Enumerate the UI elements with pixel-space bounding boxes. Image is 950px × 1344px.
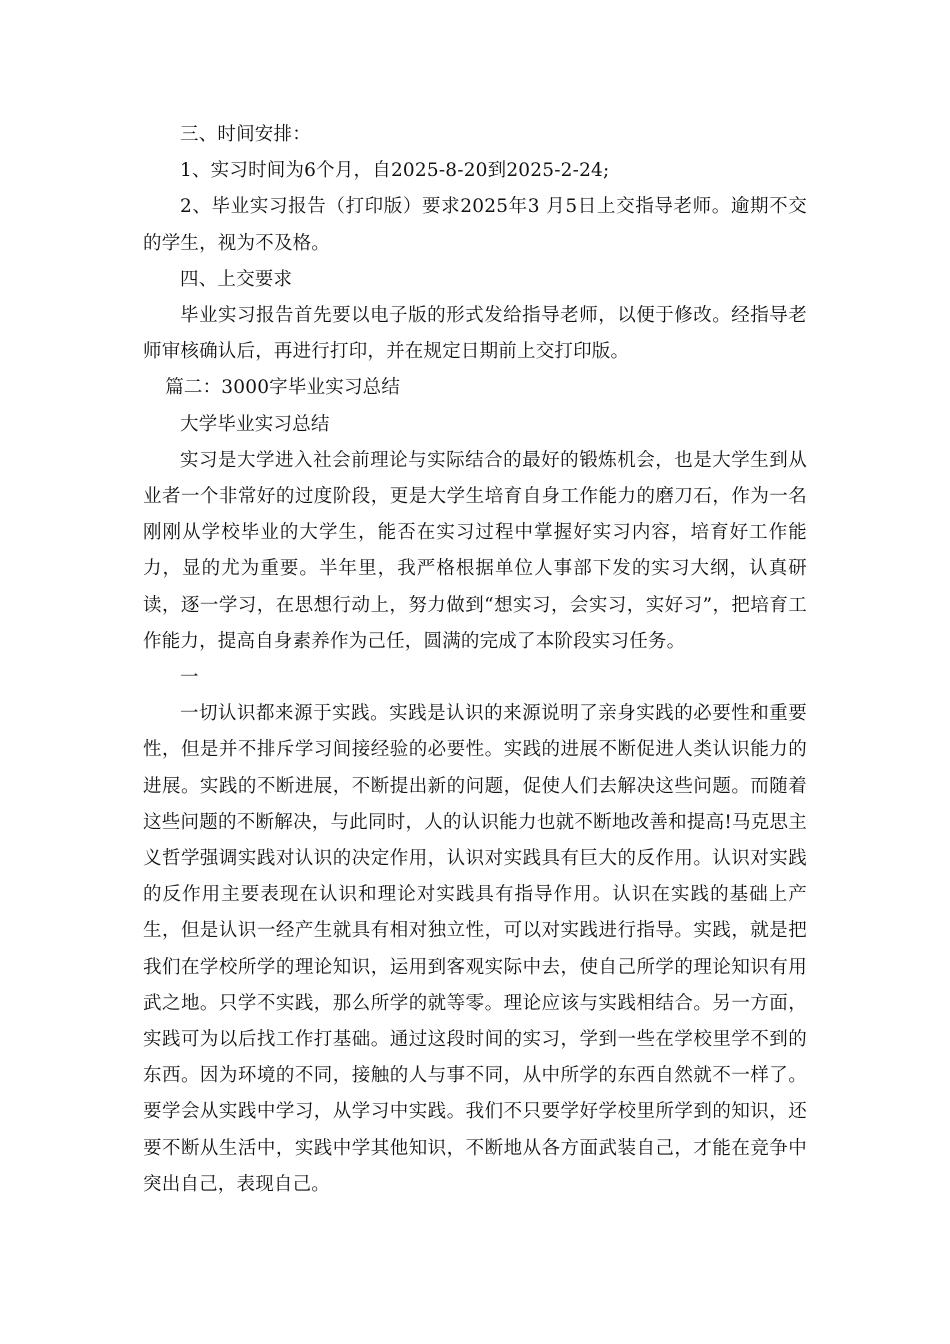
section-title: 篇二：3000字毕业实习总结: [165, 377, 401, 399]
document-subtitle: 大学毕业实习总结: [180, 413, 330, 435]
paragraph-practice-and-knowledge: 一切认识都来源于实践。实践是认识的来源说明了亲身实践的必要性和重要性，但是并不排斥学习间接经验的必要性。实践的进展不断促进人类认识能力的进展。实践的不断进展，不断提出新的问题，促使人们去解决这些问题。而随着这些问题的不断解决，与此同时，人的认识能力也就不断地改善和提高!马克思主义哲学强调实践对认识的决定作用，认识对实践具有巨大的反作用。认识对实践的反作用主要表现在认识和理论对实践具有指导作用。认识在实践的基础上产生，但是认识一经产生就具有相对独立性，可以对实践进行指导。实践，就是把我们在学校所学的理论知识，运用到客观实际中去，使自己所学的理论知识有用武之地。只学不实践，那么所学的就等零。理论应该与实践相结合。另一方面，实践可为以后找工作打基础。通过这段时间的实习，学到一些在学校里学不到的东西。因为环境的不同，接触的人与事不同，从中所学的东西自然就不一样了。要学会从实践中学习，从学习中实践。我们不只要学好学校里所学到的知识，还要不断从生活中，实践中学其他知识，不断地从各方面武装自己，才能在竞争中突出自己，表现自己。: [143, 703, 807, 1195]
paragraph-submission-details: 毕业实习报告首先要以电子版的形式发给指导老师，以便于修改。经指导老师审核确认后，再进行打印，并在规定日期前上交打印版。: [143, 305, 807, 363]
document-body: [143, 117, 807, 1203]
heading-time-schedule: 三、时间安排：: [180, 124, 311, 145]
paragraph-internship-period: 1、实习时间为6个月，自2025-8-20到2025-2-24;: [180, 160, 610, 182]
section-number: 一: [180, 667, 199, 689]
paragraph-introduction: 实习是大学进入社会前理论与实际结合的最好的锻炼机会，也是大学生到从业者一个非常好的过度阶段，更是大学生培育自身工作能力的磨刀石，作为一名刚刚从学校毕业的大学生，能否在实习过程中掌握好实习内容，培育好工作能力，显的尤为重要。半年里，我严格根据单位人事部下发的实习大纲，认真研读，逐一学习，在思想行动上，努力做到“想实习，会实习，实好习”，把培育工作能力，提高自身素养作为己任，圆满的完成了本阶段实习任务。: [143, 449, 807, 652]
paragraph-report-deadline: 2、毕业实习报告（打印版）要求2025年3 月5日上交指导老师。逾期不交的学生，视为不及格。: [143, 196, 807, 254]
heading-submission-requirements: 四、上交要求: [180, 268, 293, 290]
